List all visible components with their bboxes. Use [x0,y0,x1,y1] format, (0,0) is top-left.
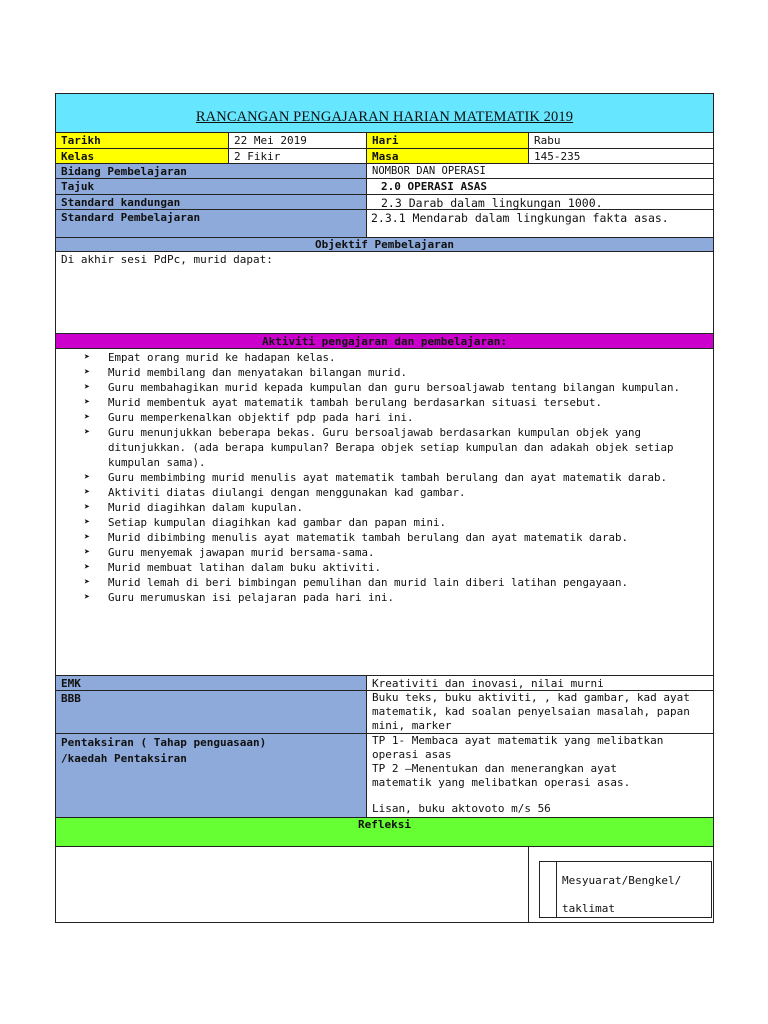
standard-pembelajaran-label: Standard Pembelajaran [56,210,366,237]
page-title: RANCANGAN PENGAJARAN HARIAN MATEMATIK 2019 [195,109,574,125]
row-standard-kandungan [56,195,713,210]
aktiviti-item-text: Aktiviti diatas diulangi dengan menggunakan kad gambar. [108,486,466,499]
standard-pembelajaran-value: 2.3.1 Mendarab dalam lingkungan fakta asas. [366,210,713,237]
tajuk-label: Tajuk [56,179,366,194]
kelas-value: 2 Fikir [228,149,366,163]
row-standard-pembelajaran [56,210,713,238]
arrow-bullet-icon: ➤ [84,367,91,378]
aktiviti-item [84,575,713,590]
bbb-value: Buku teks, buku aktiviti, , kad gambar, kad ayat matematik, kad soalan penyelsaian masalah, papan mini, marker [366,691,713,733]
aktiviti-item-text: Murid membuat latihan dalam buku aktiviti. [108,561,382,574]
objektif-header: Objektif Pembelajaran [314,238,455,251]
aktiviti-item-text: Guru menyemak jawapan murid bersama-sama. [108,546,375,559]
refleksi-body-row [56,847,713,922]
arrow-bullet-icon: ➤ [84,382,91,393]
row-bbb [56,691,713,734]
arrow-bullet-icon: ➤ [84,577,91,588]
meeting-line2: taklimat [562,902,615,915]
standard-kandungan-label: Standard kandungan [56,195,366,209]
hari-label: Hari [366,133,528,148]
emk-label: EMK [56,676,366,690]
aktiviti-item [84,515,713,530]
tarikh-label: Tarikh [56,133,228,148]
kelas-label: Kelas [56,149,228,163]
aktiviti-item [84,560,713,575]
objektif-body-row [56,252,713,334]
pentaksiran-value [366,734,713,817]
meeting-box [539,861,712,918]
arrow-bullet-icon: ➤ [84,547,91,558]
aktiviti-header: Aktiviti pengajaran dan pembelajaran: [261,335,508,348]
aktiviti-item [84,425,713,470]
arrow-bullet-icon: ➤ [84,517,91,528]
aktiviti-item-text: Empat orang murid ke hadapan kelas. [108,351,336,364]
row-emk [56,676,713,691]
arrow-bullet-icon: ➤ [84,532,91,543]
arrow-bullet-icon: ➤ [84,412,91,423]
objektif-header-row [56,238,713,252]
tarikh-value: 22 Mei 2019 [228,133,366,148]
pentaksiran-label [56,734,366,817]
row-pentaksiran [56,734,713,818]
aktiviti-item-text: Murid dibimbing menulis ayat matematik tambah berulang dan ayat matematik darab. [108,531,629,544]
aktiviti-item [84,380,713,395]
aktiviti-item [84,395,713,410]
row-kelas [56,149,713,164]
aktiviti-item-text: Setiap kumpulan diagihkan kad gambar dan papan mini. [108,516,447,529]
pentaksiran-label-line2: /kaedah Pentaksiran [61,752,187,765]
meeting-line1: Mesyuarat/Bengkel/ [562,874,682,887]
pentaksiran-tp1: TP 1- Membaca ayat matematik yang melibatkan operasi asas [372,734,664,761]
row-tarikh [56,133,713,149]
tajuk-value: 2.0 OPERASI ASAS [366,179,713,194]
pentaksiran-tp2: TP 2 –Menentukan dan menerangkan ayat matematik yang melibatkan operasi asas. [372,762,631,789]
aktiviti-item [84,590,713,605]
aktiviti-item [84,545,713,560]
emk-value: Kreativiti dan inovasi, nilai murni [366,676,713,690]
aktiviti-item [84,530,713,545]
aktiviti-item-text: Murid membentuk ayat matematik tambah berulang berdasarkan situasi tersebut. [108,396,603,409]
aktiviti-item [84,500,713,515]
arrow-bullet-icon: ➤ [84,352,91,363]
meeting-box-text [562,874,681,916]
aktiviti-item [84,350,713,365]
aktiviti-header-row [56,334,713,349]
arrow-bullet-icon: ➤ [84,562,91,573]
title-row [56,94,713,133]
objektif-text: Di akhir sesi PdPc, murid dapat: [61,253,273,266]
masa-label: Masa [366,149,528,163]
aktiviti-item [84,365,713,380]
aktiviti-item-text: Murid lemah di beri bimbingan pemulihan dan murid lain diberi latihan pengayaan. [108,576,629,589]
arrow-bullet-icon: ➤ [84,427,91,438]
arrow-bullet-icon: ➤ [84,502,91,513]
aktiviti-body-row [56,349,713,676]
pentaksiran-label-line1: Pentaksiran ( Tahap penguasaan) [61,736,267,749]
refleksi-header: Refleksi [358,818,411,831]
aktiviti-item-text: Guru membahagikan murid kepada kumpulan dan guru bersoaljawab tentang bilangan kumpulan. [108,381,681,394]
arrow-bullet-icon: ➤ [84,487,91,498]
hari-value: Rabu [528,133,713,148]
aktiviti-item-text: Guru merumuskan isi pelajaran pada hari ini. [108,591,395,604]
masa-value: 145-235 [528,149,713,163]
pentaksiran-kaedah: Lisan, buku aktovoto m/s 56 [372,802,551,815]
aktiviti-item-text: Guru membimbing murid menulis ayat matematik tambah berulang dan ayat matematik darab. [108,471,668,484]
bbb-label: BBB [56,691,366,733]
standard-kandungan-value: 2.3 Darab dalam lingkungan 1000. [366,195,713,209]
aktiviti-list [56,349,713,605]
aktiviti-item [84,470,713,485]
row-tajuk [56,179,713,195]
arrow-bullet-icon: ➤ [84,472,91,483]
aktiviti-item-text: Guru memperkenalkan objektif pdp pada hari ini. [108,411,414,424]
aktiviti-item [84,410,713,425]
aktiviti-item-text: Murid diagihkan dalam kupulan. [108,501,304,514]
refleksi-header-row [56,818,713,847]
arrow-bullet-icon: ➤ [84,592,91,603]
row-bidang [56,164,713,179]
bidang-label: Bidang Pembelajaran [56,164,366,178]
aktiviti-item-text: Guru menunjukkan beberapa bekas. Guru bersoaljawab berdasarkan kumpulan objek yang ditunjukkan. (ada berapa kumpulan? Berapa objek setiap kumpulan dan adakah objek setiap kumpulan sama). [108,426,674,469]
arrow-bullet-icon: ➤ [84,397,91,408]
bidang-value: NOMBOR DAN OPERASI [366,164,713,178]
aktiviti-item [84,485,713,500]
lesson-plan-table [55,93,714,923]
aktiviti-item-text: Murid membilang dan menyatakan bilangan murid. [108,366,408,379]
